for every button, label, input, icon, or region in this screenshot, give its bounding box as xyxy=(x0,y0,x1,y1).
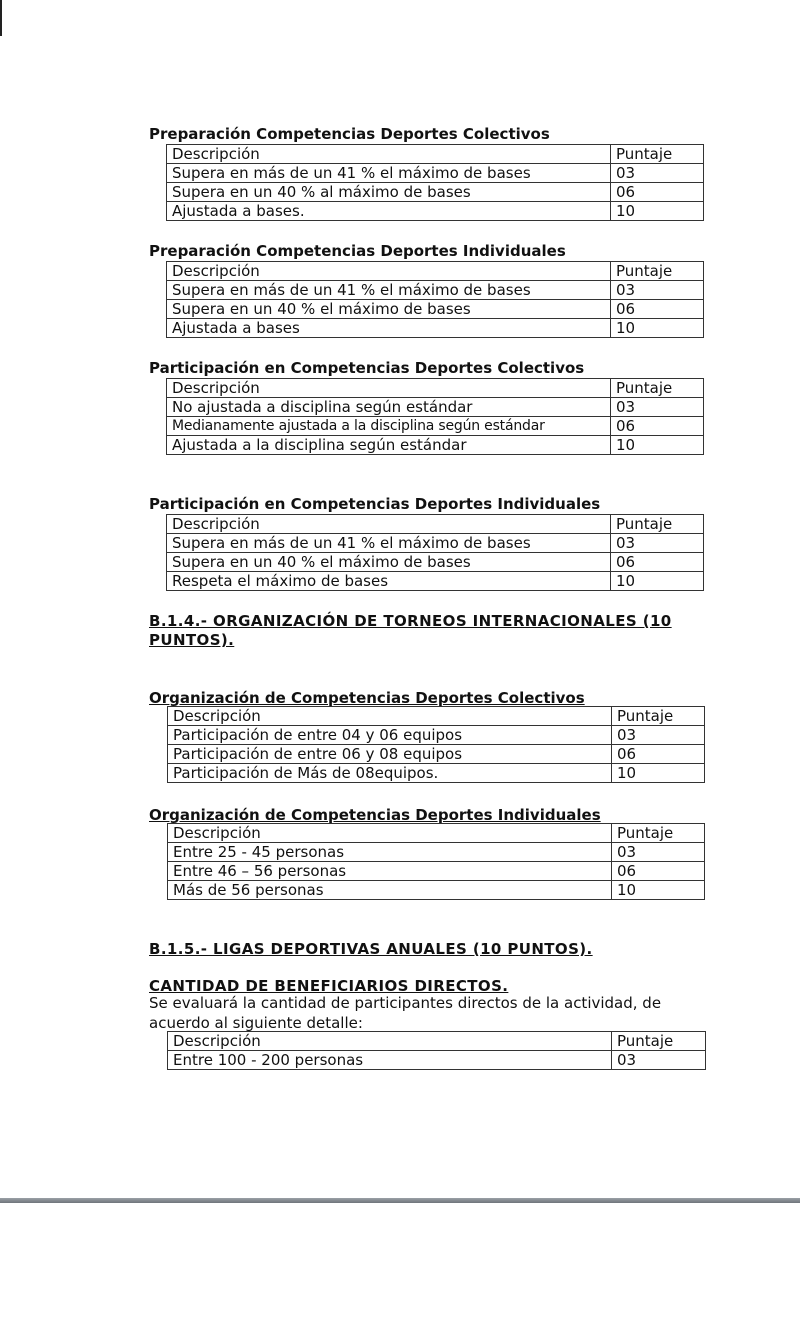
row-score: 06 xyxy=(611,183,704,202)
table-row xyxy=(167,436,704,455)
table-title-participation-individual: Participación en Competencias Deportes Individuales xyxy=(149,495,601,513)
table-row xyxy=(168,764,705,783)
row-description: Supera en más de un 41 % el máximo de bases xyxy=(167,534,611,553)
score-header: Puntaje xyxy=(612,824,705,843)
score-table-preparation-collective xyxy=(166,144,704,221)
row-description: Supera en más de un 41 % el máximo de bases xyxy=(167,164,611,183)
row-score: 03 xyxy=(611,281,704,300)
row-description: Medianamente ajustada a la disciplina según estándar xyxy=(167,417,611,436)
score-table-organization-collective xyxy=(167,706,705,783)
table-row xyxy=(168,726,705,745)
row-score: 10 xyxy=(612,764,705,783)
table-row xyxy=(167,553,704,572)
table-row xyxy=(168,843,705,862)
row-score: 03 xyxy=(612,1051,706,1070)
table-row xyxy=(167,281,704,300)
table-row xyxy=(167,183,704,202)
row-score: 06 xyxy=(611,300,704,319)
row-description: Supera en un 40 % el máximo de bases xyxy=(167,300,611,319)
description-header: Descripción xyxy=(168,1032,612,1051)
row-description: Supera en un 40 % al máximo de bases xyxy=(167,183,611,202)
table-row xyxy=(167,164,704,183)
score-header: Puntaje xyxy=(611,515,704,534)
row-description: Entre 46 – 56 personas xyxy=(168,862,612,881)
row-description: Entre 25 - 45 personas xyxy=(168,843,612,862)
description-header: Descripción xyxy=(167,379,611,398)
score-table-organization-individual xyxy=(167,823,705,900)
score-table-preparation-individual xyxy=(166,261,704,338)
table-title-preparation-individual: Preparación Competencias Deportes Individuales xyxy=(149,242,566,260)
description-header: Descripción xyxy=(167,515,611,534)
row-score: 10 xyxy=(612,881,705,900)
row-score: 10 xyxy=(611,202,704,221)
table-header-row xyxy=(167,262,704,281)
table-header-row xyxy=(167,515,704,534)
section-title-b15: B.1.5.- LIGAS DEPORTIVAS ANUALES (10 PUNTOS). xyxy=(149,940,593,958)
row-score: 03 xyxy=(611,534,704,553)
row-description: Ajustada a la disciplina según estándar xyxy=(167,436,611,455)
score-header: Puntaje xyxy=(611,145,704,164)
row-score: 03 xyxy=(612,726,705,745)
table-row xyxy=(167,534,704,553)
table-title-preparation-collective: Preparación Competencias Deportes Colectivos xyxy=(149,125,550,143)
table-row xyxy=(167,300,704,319)
row-description: Participación de entre 06 y 08 equipos xyxy=(168,745,612,764)
score-header: Puntaje xyxy=(612,1032,706,1051)
score-table-beneficiaries xyxy=(167,1031,706,1070)
row-description: Supera en un 40 % el máximo de bases xyxy=(167,553,611,572)
table-title-organization-individual: Organización de Competencias Deportes Individuales xyxy=(149,806,601,824)
table-header-row xyxy=(168,707,705,726)
row-score: 06 xyxy=(611,553,704,572)
beneficiaries-text: Se evaluará la cantidad de participantes directos de la actividad, de acuerdo al siguiente detalle: xyxy=(149,994,662,1032)
row-description: Más de 56 personas xyxy=(168,881,612,900)
table-row xyxy=(167,572,704,591)
row-description: Supera en más de un 41 % el máximo de bases xyxy=(167,281,611,300)
margin-mark xyxy=(0,0,2,36)
score-header: Puntaje xyxy=(611,379,704,398)
table-row xyxy=(168,862,705,881)
description-header: Descripción xyxy=(168,824,612,843)
row-score: 06 xyxy=(611,417,704,436)
score-table-participation-collective xyxy=(166,378,704,455)
row-score: 10 xyxy=(611,572,704,591)
row-score: 10 xyxy=(611,436,704,455)
row-score: 03 xyxy=(612,843,705,862)
row-description: Participación de Más de 08equipos. xyxy=(168,764,612,783)
table-header-row xyxy=(167,379,704,398)
table-row xyxy=(167,319,704,338)
table-row xyxy=(168,745,705,764)
table-header-row xyxy=(168,1032,706,1051)
row-description: Ajustada a bases. xyxy=(167,202,611,221)
beneficiaries-title: CANTIDAD DE BENEFICIARIOS DIRECTOS. xyxy=(149,977,509,995)
table-row xyxy=(167,202,704,221)
description-header: Descripción xyxy=(167,262,611,281)
table-title-participation-collective: Participación en Competencias Deportes Colectivos xyxy=(149,359,585,377)
table-header-row xyxy=(167,145,704,164)
table-title-organization-collective: Organización de Competencias Deportes Colectivos xyxy=(149,689,585,707)
row-score: 10 xyxy=(611,319,704,338)
score-header: Puntaje xyxy=(611,262,704,281)
description-header: Descripción xyxy=(167,145,611,164)
row-score: 03 xyxy=(611,164,704,183)
row-score: 03 xyxy=(611,398,704,417)
table-header-row xyxy=(168,824,705,843)
description-header: Descripción xyxy=(168,707,612,726)
row-description: Ajustada a bases xyxy=(167,319,611,338)
row-description: Respeta el máximo de bases xyxy=(167,572,611,591)
row-description: Entre 100 - 200 personas xyxy=(168,1051,612,1070)
footer-rule xyxy=(0,1198,800,1203)
row-score: 06 xyxy=(612,862,705,881)
table-row xyxy=(168,881,705,900)
section-title-b14: B.1.4.- ORGANIZACIÓN DE TORNEOS INTERNACIONALES (10 PUNTOS). xyxy=(149,612,672,649)
score-header: Puntaje xyxy=(612,707,705,726)
table-row xyxy=(167,417,704,436)
row-description: No ajustada a disciplina según estándar xyxy=(167,398,611,417)
table-row xyxy=(168,1051,706,1070)
row-description: Participación de entre 04 y 06 equipos xyxy=(168,726,612,745)
row-score: 06 xyxy=(612,745,705,764)
score-table-participation-individual xyxy=(166,514,704,591)
table-row xyxy=(167,398,704,417)
